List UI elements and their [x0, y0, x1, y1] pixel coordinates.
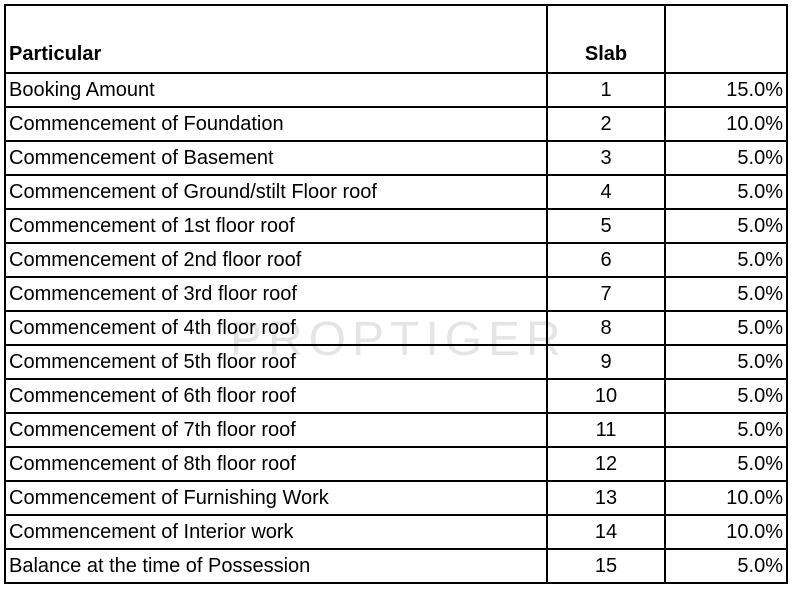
particular-cell: Commencement of 3rd floor roof [5, 277, 547, 311]
particular-cell: Commencement of Ground/stilt Floor roof [5, 175, 547, 209]
table-row [5, 175, 787, 209]
percentage-cell: 5.0% [665, 141, 787, 175]
percentage-cell: 10.0% [665, 107, 787, 141]
header-slab: Slab [547, 5, 665, 73]
header-row [5, 5, 787, 73]
table-row [5, 277, 787, 311]
percentage-cell: 5.0% [665, 311, 787, 345]
slab-cell: 9 [547, 345, 665, 379]
percentage-cell: 10.0% [665, 515, 787, 549]
table-row [5, 209, 787, 243]
slab-cell: 3 [547, 141, 665, 175]
slab-cell: 13 [547, 481, 665, 515]
particular-cell: Commencement of 1st floor roof [5, 209, 547, 243]
slab-cell: 15 [547, 549, 665, 583]
particular-cell: Commencement of 6th floor roof [5, 379, 547, 413]
percentage-cell: 10.0% [665, 481, 787, 515]
slab-cell: 5 [547, 209, 665, 243]
payment-plan-table [4, 4, 788, 584]
table-row [5, 447, 787, 481]
slab-cell: 2 [547, 107, 665, 141]
particular-cell: Commencement of Interior work [5, 515, 547, 549]
table-row [5, 243, 787, 277]
slab-cell: 4 [547, 175, 665, 209]
slab-cell: 10 [547, 379, 665, 413]
table-row [5, 413, 787, 447]
percentage-cell: 5.0% [665, 413, 787, 447]
table-row [5, 141, 787, 175]
percentage-cell: 5.0% [665, 447, 787, 481]
particular-cell: Balance at the time of Possession [5, 549, 547, 583]
percentage-cell: 5.0% [665, 175, 787, 209]
percentage-cell: 5.0% [665, 549, 787, 583]
particular-cell: Commencement of Furnishing Work [5, 481, 547, 515]
percentage-cell: 5.0% [665, 243, 787, 277]
percentage-cell: 5.0% [665, 209, 787, 243]
percentage-cell: 15.0% [665, 73, 787, 107]
header-percentage [665, 5, 787, 73]
particular-cell: Commencement of Foundation [5, 107, 547, 141]
table-row [5, 481, 787, 515]
particular-cell: Commencement of 5th floor roof [5, 345, 547, 379]
watermark: PROPTIGER [230, 313, 567, 366]
table-row [5, 311, 787, 345]
table-row [5, 379, 787, 413]
slab-cell: 12 [547, 447, 665, 481]
particular-cell: Commencement of 4th floor roof [5, 311, 547, 345]
particular-cell: Commencement of 2nd floor roof [5, 243, 547, 277]
particular-cell: Commencement of 8th floor roof [5, 447, 547, 481]
table-row [5, 345, 787, 379]
table-row [5, 73, 787, 107]
slab-cell: 11 [547, 413, 665, 447]
percentage-cell: 5.0% [665, 379, 787, 413]
percentage-cell: 5.0% [665, 345, 787, 379]
slab-cell: 8 [547, 311, 665, 345]
slab-cell: 1 [547, 73, 665, 107]
particular-cell: Commencement of 7th floor roof [5, 413, 547, 447]
particular-cell: Commencement of Basement [5, 141, 547, 175]
slab-cell: 6 [547, 243, 665, 277]
table-row [5, 107, 787, 141]
table-row [5, 549, 787, 583]
particular-cell: Booking Amount [5, 73, 547, 107]
header-particular: Particular [5, 5, 547, 73]
percentage-cell: 5.0% [665, 277, 787, 311]
slab-cell: 7 [547, 277, 665, 311]
slab-cell: 14 [547, 515, 665, 549]
table-row [5, 515, 787, 549]
